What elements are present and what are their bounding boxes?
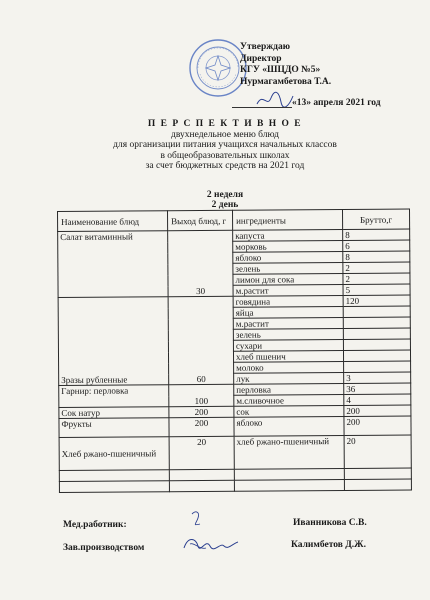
menu-table (57, 209, 412, 493)
empty-cell (59, 481, 169, 493)
ingredient-brutto: 8 (343, 251, 410, 262)
manager-label: Зав.производством (63, 543, 145, 553)
ingredient-name: м.растит (233, 318, 343, 330)
approval-block (240, 42, 331, 88)
week-day-label (60, 190, 390, 210)
ingredient-brutto (344, 361, 411, 372)
signatures-icon (170, 508, 250, 558)
title-main: П Е Р С П Е К Т И В Н О Е (147, 119, 303, 129)
ingredient-brutto: 20 (344, 435, 411, 468)
dish-salad: Салат витаминный (58, 231, 168, 298)
yield-zrazy: 60 (168, 296, 234, 384)
week-label: 2 неделя (206, 190, 244, 200)
header-dish: Наименование блюд (58, 211, 168, 232)
ingredient-name: капуста (233, 230, 343, 242)
official-seal-icon (188, 38, 248, 98)
title-line-2: двухнедельное меню блюд (171, 129, 279, 140)
empty-cell (234, 469, 344, 481)
dish-zrazy: Зразы рубленные (58, 297, 169, 386)
ingredient-name: перловка (234, 384, 344, 396)
manager-name: Калимбетов Д.Ж. (291, 540, 366, 550)
ingredient-brutto (343, 350, 410, 361)
yield-garnish: 100 (169, 384, 234, 406)
yield-juice: 200 (169, 406, 234, 417)
ingredient-name: сухари (233, 340, 343, 352)
ingredient-brutto: 120 (343, 295, 410, 306)
empty-cell (344, 468, 411, 479)
dish-fruit: Фрукты (59, 418, 169, 438)
title-line-3: для организации питания учащихся начальных классов (113, 140, 337, 150)
empty-cell (344, 479, 411, 490)
ingredient-name: говядина (233, 296, 343, 308)
ingredient-name: молоко (234, 362, 344, 374)
ingredient-name: м.сливочное (234, 395, 344, 407)
ingredient-brutto: 2 (343, 262, 410, 273)
header-ingredients: ингредиенты (232, 210, 342, 231)
document-title (60, 119, 390, 172)
title-line-4: в общеобразовательных школах (160, 150, 290, 161)
yield-fruit: 200 (169, 417, 234, 436)
day-label: 2 день (211, 200, 239, 210)
ingredient-brutto: 8 (343, 229, 410, 240)
empty-cell (169, 469, 234, 480)
ingredient-name: морковь (233, 241, 343, 253)
ingredient-brutto: 5 (343, 284, 410, 295)
ingredient-name: хлеб пшенич (233, 351, 343, 363)
header-brutto: Брутто,г (342, 209, 409, 229)
ingredient-brutto (343, 306, 410, 317)
approval-date: «13» апреля 2021 год (292, 98, 381, 108)
empty-cell (59, 470, 169, 482)
yield-salad: 30 (168, 230, 233, 296)
medic-label: Мед.работник: (63, 520, 127, 530)
table-row (59, 416, 411, 437)
ingredient-name: яблоко (233, 252, 343, 264)
dish-bread: Хлеб ржано-пшеничный (59, 437, 169, 471)
approval-line-3: КГУ «ШЦДО №5» (240, 65, 321, 75)
ingredient-name: лимон для сока (233, 274, 343, 286)
ingredient-brutto: 200 (344, 405, 411, 416)
ingredient-brutto: 4 (344, 394, 411, 405)
ingredient-brutto: 200 (344, 416, 411, 435)
ingredient-name: яблоко (234, 417, 344, 437)
ingredient-brutto: 36 (344, 383, 411, 394)
ingredient-brutto (343, 339, 410, 350)
dish-juice: Сок натур (59, 407, 169, 419)
ingredient-name: лук (234, 373, 344, 385)
table-row (59, 435, 411, 470)
dish-garnish: Гарнир: перловка (59, 385, 169, 408)
title-line-5: за счет бюджетных средств на 2021 год (145, 161, 305, 171)
ingredient-brutto: 3 (344, 372, 411, 383)
approval-line-4: Нурмагамбетова Т.А. (240, 76, 332, 87)
ingredient-brutto: 2 (343, 273, 410, 284)
date-underline (232, 107, 292, 108)
ingredient-brutto (343, 328, 410, 339)
empty-cell (234, 480, 344, 492)
approval-line-1: Утверждаю (240, 42, 290, 52)
ingredient-name: яйца (233, 307, 343, 319)
ingredient-brutto (343, 317, 410, 328)
ingredient-name: сок (234, 406, 344, 418)
medic-name: Иванникова С.В. (293, 518, 367, 528)
ingredient-name: зелень (233, 263, 343, 275)
ingredient-name: хлеб ржано-пшеничный (234, 436, 344, 470)
table-header-row (58, 209, 410, 231)
ingredient-brutto: 6 (343, 240, 410, 251)
empty-cell (169, 480, 234, 491)
header-yield: Выход блюд, г (168, 210, 233, 230)
table-row-empty (59, 479, 411, 492)
ingredient-name: м.растит (233, 285, 343, 297)
approval-line-2: Директор (240, 53, 282, 64)
ingredient-name: зелень (233, 329, 343, 341)
yield-bread: 20 (169, 436, 234, 469)
